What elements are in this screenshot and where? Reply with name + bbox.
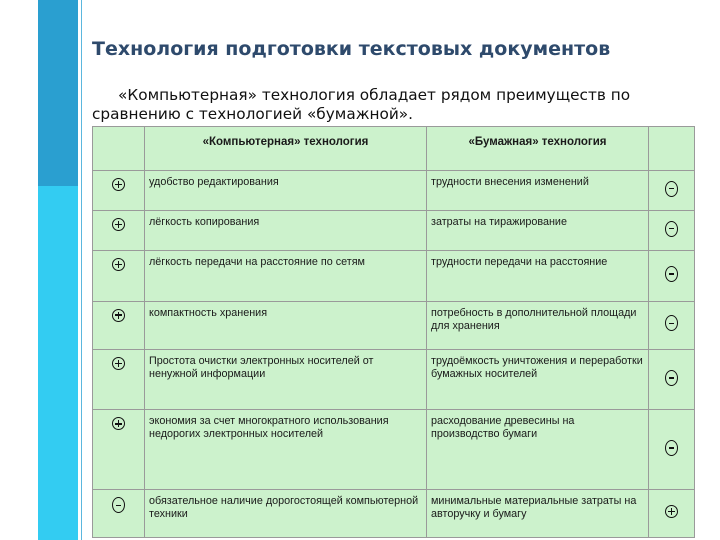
- minus-circle-icon: [665, 266, 678, 282]
- header-paper-technology: «Бумажная» технология: [427, 127, 649, 171]
- comparison-table: [92, 126, 695, 538]
- sign-cell-left: [93, 211, 145, 251]
- plus-circle-icon: [112, 178, 125, 191]
- computer-tech-cell: удобство редактирования: [145, 171, 427, 211]
- sign-cell-right: [649, 350, 695, 410]
- paper-tech-cell: трудоёмкость уничтожения и переработки бумажных носителей: [427, 350, 649, 410]
- table-row: [93, 171, 695, 211]
- plus-circle-icon: [665, 505, 678, 518]
- table-row: [93, 350, 695, 410]
- minus-circle-icon: [665, 221, 678, 237]
- plus-circle-icon: [112, 309, 125, 322]
- computer-tech-cell: экономия за счет многократного использования недорогих электронных носителей: [145, 410, 427, 490]
- sign-cell-right: [649, 171, 695, 211]
- minus-circle-icon: [665, 370, 678, 386]
- computer-tech-cell: обязательное наличие дорогостоящей компьютерной техники: [145, 490, 427, 538]
- sidebar-dark-bar: [38, 0, 78, 186]
- table-row: [93, 490, 695, 538]
- table-row: [93, 211, 695, 251]
- plus-circle-icon: [112, 417, 125, 430]
- paper-tech-cell: минимальные материальные затраты на авторучку и бумагу: [427, 490, 649, 538]
- plus-circle-icon: [112, 357, 125, 370]
- minus-circle-icon: [665, 181, 678, 197]
- paper-tech-cell: трудности передачи на расстояние: [427, 251, 649, 302]
- sign-cell-left: [93, 251, 145, 302]
- header-sign-left: [93, 127, 145, 171]
- paper-tech-cell: затраты на тиражирование: [427, 211, 649, 251]
- sign-cell-left: [93, 171, 145, 211]
- table-row: [93, 251, 695, 302]
- table-header-row: [93, 127, 695, 171]
- sidebar-divider-line: [81, 0, 82, 540]
- minus-circle-icon: [112, 497, 125, 513]
- sign-cell-right: [649, 301, 695, 350]
- paper-tech-cell: расходование древесины на производство бумаги: [427, 410, 649, 490]
- sign-cell-right: [649, 490, 695, 538]
- sign-cell-right: [649, 251, 695, 302]
- paper-tech-cell: трудности внесения изменений: [427, 171, 649, 211]
- computer-tech-cell: лёгкость передачи на расстояние по сетям: [145, 251, 427, 302]
- sign-cell-left: [93, 301, 145, 350]
- plus-circle-icon: [112, 258, 125, 271]
- computer-tech-cell: Простота очистки электронных носителей от ненужной информации: [145, 350, 427, 410]
- table-row: [93, 410, 695, 490]
- header-computer-technology: «Компьютерная» технология: [145, 127, 427, 171]
- sign-cell-right: [649, 410, 695, 490]
- paper-tech-cell: потребность в дополнительной площади для хранения: [427, 301, 649, 350]
- minus-circle-icon: [665, 315, 678, 331]
- computer-tech-cell: лёгкость копирования: [145, 211, 427, 251]
- sign-cell-left: [93, 410, 145, 490]
- sign-cell-right: [649, 211, 695, 251]
- sidebar-light-bar: [38, 186, 78, 540]
- minus-circle-icon: [665, 440, 678, 456]
- table-row: [93, 301, 695, 350]
- page-title: Технология подготовки текстовых документов: [92, 38, 611, 60]
- header-sign-right: [649, 127, 695, 171]
- computer-tech-cell: компактность хранения: [145, 301, 427, 350]
- plus-circle-icon: [112, 218, 125, 231]
- sign-cell-left: [93, 490, 145, 538]
- intro-paragraph: «Компьютерная» технология обладает рядом преимуществ по сравнению с технологией «бумажной».: [92, 86, 631, 123]
- sign-cell-left: [93, 350, 145, 410]
